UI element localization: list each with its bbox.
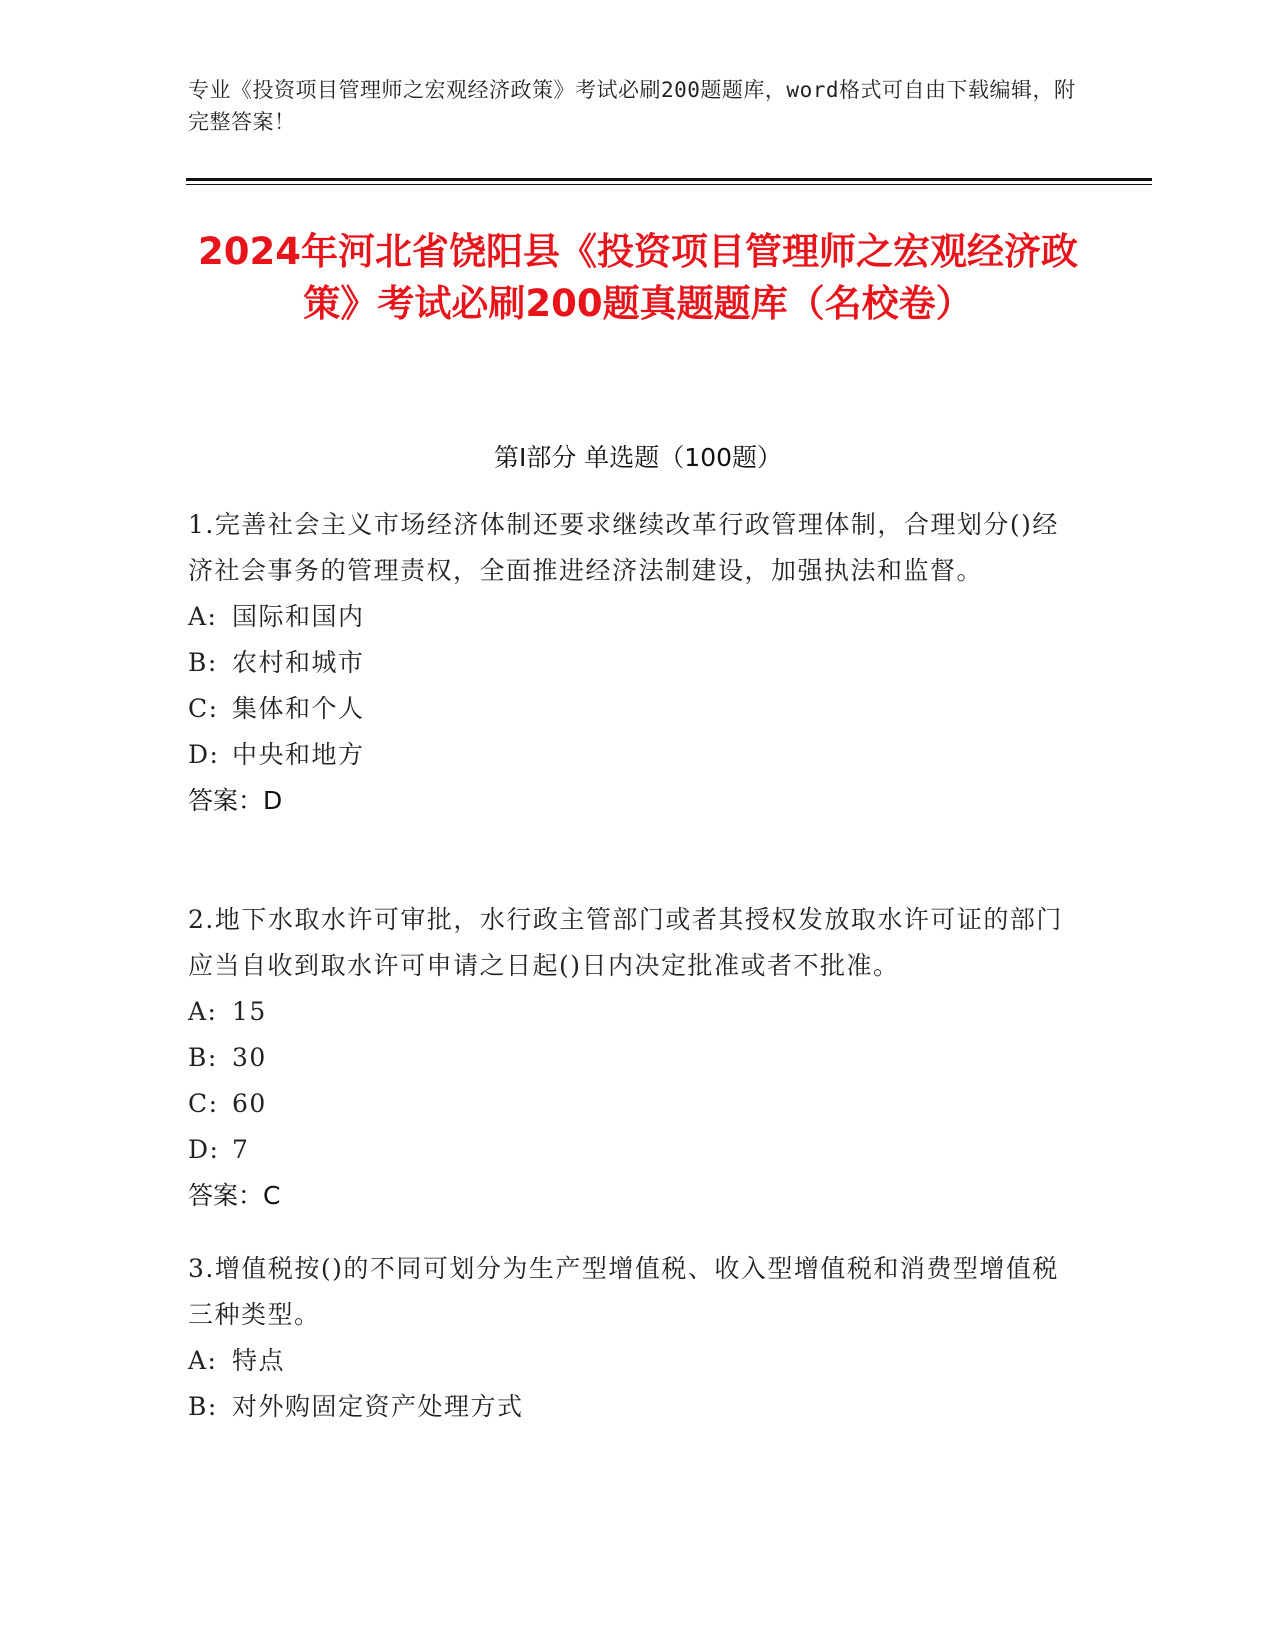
option-letter: A: [188,602,218,631]
option-text: 集体和个人 [232,694,365,723]
option-letter: A: [188,997,218,1026]
question-stem: 3.增值税按()的不同可划分为生产型增值税、收入型增值税和消费型增值税三种类型。 [188,1254,1059,1329]
option-b [188,640,1068,686]
question-2 [188,897,1068,1219]
option-text: 30 [232,1043,267,1072]
answer-line: 答案：D [188,786,283,815]
option-text: 15 [232,997,267,1026]
option-text: 对外购固定资产处理方式 [232,1392,524,1421]
document-title: 2024年河北省饶阳县《投资项目管理师之宏观经济政策》考试必刷200题真题题库（名校卷） [198,230,1078,325]
option-letter: A: [188,1346,218,1375]
option-a [188,1338,1068,1384]
option-letter: C: [188,1089,219,1118]
option-letter: C: [188,694,219,723]
option-d [188,732,1068,778]
question-stem: 1.完善社会主义市场经济体制还要求继续改革行政管理体制，合理划分()经济社会事务的管理责权，全面推进经济法制建设，加强执法和监督。 [188,510,1059,585]
question-stem: 2.地下水取水许可审批，水行政主管部门或者其授权发放取水许可证的部门应当自收到取水许可申请之日起()日内决定批准或者不批准。 [188,905,1063,980]
header-divider-thick [186,178,1152,181]
header-note: 专业《投资项目管理师之宏观经济政策》考试必刷200题题库，word格式可自由下载编辑，附完整答案！ [188,78,1076,134]
option-text: 国际和国内 [232,602,365,631]
option-c [188,686,1068,732]
option-letter: B: [188,648,218,677]
option-b [188,1035,1068,1081]
option-letter: D: [188,740,220,769]
option-letter: B: [188,1392,218,1421]
option-letter: B: [188,1043,218,1072]
option-b [188,1384,1068,1430]
option-a [188,989,1068,1035]
option-letter: D: [188,1135,220,1164]
question-1 [188,502,1068,824]
answer-line: 答案：C [188,1181,281,1210]
question-3 [188,1246,1068,1430]
section-title: 第I部分 单选题（100题） [493,443,783,472]
option-a [188,594,1068,640]
option-text: 农村和城市 [232,648,365,677]
option-text: 7 [232,1135,250,1164]
option-c [188,1081,1068,1127]
option-text: 60 [232,1089,267,1118]
header-divider-thin [186,184,1152,185]
option-d [188,1127,1068,1173]
option-text: 中央和地方 [232,740,365,769]
option-text: 特点 [232,1346,286,1375]
